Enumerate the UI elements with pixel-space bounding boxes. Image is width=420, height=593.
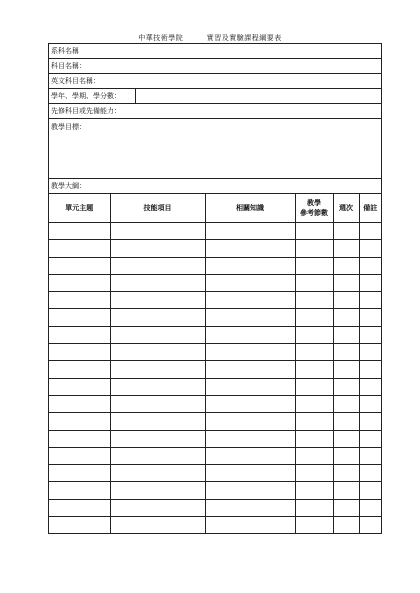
table-row	[49, 447, 381, 464]
teaching-hours-cell[interactable]	[295, 413, 333, 430]
objectives-field[interactable]	[49, 119, 381, 179]
week-cell[interactable]	[333, 326, 359, 343]
table-row	[49, 413, 381, 430]
prerequisite-label: 先修科目或先備能力：	[51, 107, 121, 115]
related-knowledge-cell[interactable]	[205, 447, 295, 464]
teaching-hours-cell[interactable]	[295, 395, 333, 412]
week-cell[interactable]	[333, 257, 359, 274]
related-knowledge-cell[interactable]	[205, 344, 295, 361]
table-header-row	[49, 194, 381, 223]
unit-topic-cell[interactable]	[49, 395, 110, 412]
skill-items-cell[interactable]	[110, 447, 205, 464]
notes-cell[interactable]	[359, 517, 381, 534]
notes-cell[interactable]	[359, 447, 381, 464]
teaching-hours-cell[interactable]	[295, 361, 333, 378]
table-row	[49, 395, 381, 412]
notes-cell[interactable]	[359, 309, 381, 326]
unit-topic-cell[interactable]	[49, 344, 110, 361]
notes-cell[interactable]	[359, 395, 381, 412]
related-knowledge-cell[interactable]	[205, 274, 295, 291]
table-row	[49, 378, 381, 395]
related-knowledge-cell[interactable]	[205, 517, 295, 534]
week-cell[interactable]	[333, 378, 359, 395]
unit-topic-cell[interactable]	[49, 465, 110, 482]
week-cell[interactable]	[333, 344, 359, 361]
table-row	[49, 430, 381, 447]
skill-items-cell[interactable]	[110, 430, 205, 447]
unit-topic-cell[interactable]	[49, 378, 110, 395]
related-knowledge-cell[interactable]	[205, 292, 295, 309]
related-knowledge-cell[interactable]	[205, 395, 295, 412]
skill-items-cell[interactable]	[110, 395, 205, 412]
table-row	[49, 223, 381, 240]
week-cell[interactable]	[333, 223, 359, 240]
week-cell[interactable]	[333, 361, 359, 378]
column-week: 週次	[333, 194, 359, 223]
week-cell[interactable]	[333, 447, 359, 464]
unit-topic-cell[interactable]	[49, 240, 110, 257]
skill-items-cell[interactable]	[110, 326, 205, 343]
column-notes: 備註	[359, 194, 381, 223]
teaching-hours-cell[interactable]	[295, 309, 333, 326]
outline-field	[49, 179, 381, 194]
unit-topic-cell[interactable]	[49, 274, 110, 291]
week-cell[interactable]	[333, 517, 359, 534]
week-cell[interactable]	[333, 395, 359, 412]
teaching-hours-cell[interactable]	[295, 447, 333, 464]
course-name-en-field[interactable]	[49, 74, 381, 89]
related-knowledge-cell[interactable]	[205, 482, 295, 499]
teaching-hours-cell[interactable]	[295, 223, 333, 240]
week-cell[interactable]	[333, 499, 359, 516]
related-knowledge-cell[interactable]	[205, 465, 295, 482]
related-knowledge-cell[interactable]	[205, 361, 295, 378]
skill-items-cell[interactable]	[110, 465, 205, 482]
unit-topic-cell[interactable]	[49, 517, 110, 534]
unit-topic-cell[interactable]	[49, 430, 110, 447]
course-name-label: 科目名稱：	[51, 62, 86, 70]
table-row	[49, 499, 381, 516]
course-name-field[interactable]	[49, 59, 381, 74]
department-field[interactable]	[49, 44, 381, 59]
related-knowledge-cell[interactable]	[205, 223, 295, 240]
column-related-knowledge: 相關知識	[205, 194, 295, 223]
unit-topic-cell[interactable]	[49, 413, 110, 430]
teaching-hours-cell[interactable]	[295, 326, 333, 343]
column-teaching-hours	[295, 194, 333, 223]
teaching-hours-cell[interactable]	[295, 465, 333, 482]
skill-items-cell[interactable]	[110, 223, 205, 240]
unit-topic-cell[interactable]	[49, 309, 110, 326]
teaching-hours-cell[interactable]	[295, 430, 333, 447]
unit-topic-cell[interactable]	[49, 257, 110, 274]
unit-topic-cell[interactable]	[49, 482, 110, 499]
skill-items-cell[interactable]	[110, 378, 205, 395]
year-semester-credits-label: 學年、學期、學分數：	[51, 92, 121, 100]
skill-items-cell[interactable]	[110, 240, 205, 257]
related-knowledge-cell[interactable]	[205, 499, 295, 516]
column-unit-topic: 單元主題	[49, 194, 110, 223]
table-row	[49, 326, 381, 343]
notes-cell[interactable]	[359, 413, 381, 430]
related-knowledge-cell[interactable]	[205, 430, 295, 447]
year-semester-credits-input[interactable]	[135, 88, 382, 104]
teaching-hours-cell[interactable]	[295, 292, 333, 309]
unit-topic-cell[interactable]	[49, 447, 110, 464]
related-knowledge-cell[interactable]	[205, 240, 295, 257]
column-teaching-hours-line1: 教學	[307, 198, 321, 207]
course-outline-form	[48, 43, 382, 534]
week-cell[interactable]	[333, 465, 359, 482]
notes-cell[interactable]	[359, 240, 381, 257]
teaching-hours-cell[interactable]	[295, 274, 333, 291]
form-title: 實習及實驗課程綱要表	[206, 34, 282, 42]
notes-cell[interactable]	[359, 465, 381, 482]
related-knowledge-cell[interactable]	[205, 257, 295, 274]
unit-topic-cell[interactable]	[49, 499, 110, 516]
notes-cell[interactable]	[359, 344, 381, 361]
teaching-hours-cell[interactable]	[295, 499, 333, 516]
notes-cell[interactable]	[359, 223, 381, 240]
column-skill-items: 技能項目	[110, 194, 205, 223]
notes-cell[interactable]	[359, 274, 381, 291]
table-row	[49, 257, 381, 274]
table-row	[49, 517, 381, 534]
unit-topic-cell[interactable]	[49, 361, 110, 378]
prerequisite-field[interactable]	[49, 104, 381, 119]
notes-cell[interactable]	[359, 499, 381, 516]
skill-items-cell[interactable]	[110, 361, 205, 378]
notes-cell[interactable]	[359, 482, 381, 499]
skill-items-cell[interactable]	[110, 499, 205, 516]
teaching-hours-cell[interactable]	[295, 517, 333, 534]
table-row	[49, 292, 381, 309]
week-cell[interactable]	[333, 240, 359, 257]
school-name: 中華技術學院	[138, 34, 184, 42]
skill-items-cell[interactable]	[110, 413, 205, 430]
skill-items-cell[interactable]	[110, 274, 205, 291]
department-label: 系科名稱	[51, 47, 79, 55]
skill-items-cell[interactable]	[110, 517, 205, 534]
table-row	[49, 361, 381, 378]
related-knowledge-cell[interactable]	[205, 378, 295, 395]
table-row	[49, 274, 381, 291]
skill-items-cell[interactable]	[110, 344, 205, 361]
document-title	[0, 33, 420, 43]
related-knowledge-cell[interactable]	[205, 309, 295, 326]
notes-cell[interactable]	[359, 430, 381, 447]
unit-topic-cell[interactable]	[49, 326, 110, 343]
unit-topic-cell[interactable]	[49, 223, 110, 240]
skill-items-cell[interactable]	[110, 292, 205, 309]
outline-table	[49, 194, 381, 533]
notes-cell[interactable]	[359, 361, 381, 378]
related-knowledge-cell[interactable]	[205, 413, 295, 430]
week-cell[interactable]	[333, 292, 359, 309]
course-name-en-label: 英文科目名稱：	[51, 77, 100, 85]
table-row	[49, 465, 381, 482]
teaching-hours-cell[interactable]	[295, 344, 333, 361]
table-row	[49, 240, 381, 257]
teaching-hours-cell[interactable]	[295, 482, 333, 499]
unit-topic-cell[interactable]	[49, 292, 110, 309]
outline-table-body	[49, 223, 381, 534]
table-row	[49, 482, 381, 499]
teaching-hours-cell[interactable]	[295, 257, 333, 274]
table-row	[49, 344, 381, 361]
teaching-hours-cell[interactable]	[295, 240, 333, 257]
week-cell[interactable]	[333, 430, 359, 447]
week-cell[interactable]	[333, 482, 359, 499]
notes-cell[interactable]	[359, 378, 381, 395]
column-teaching-hours-line2: 參考節數	[300, 208, 328, 217]
related-knowledge-cell[interactable]	[205, 326, 295, 343]
week-cell[interactable]	[333, 274, 359, 291]
week-cell[interactable]	[333, 309, 359, 326]
table-row	[49, 309, 381, 326]
notes-cell[interactable]	[359, 292, 381, 309]
outline-label: 教學大綱：	[51, 182, 86, 190]
teaching-hours-cell[interactable]	[295, 378, 333, 395]
year-semester-credits-field	[49, 89, 381, 104]
skill-items-cell[interactable]	[110, 309, 205, 326]
notes-cell[interactable]	[359, 326, 381, 343]
skill-items-cell[interactable]	[110, 482, 205, 499]
notes-cell[interactable]	[359, 257, 381, 274]
skill-items-cell[interactable]	[110, 257, 205, 274]
objectives-label: 教學目標：	[51, 123, 86, 131]
week-cell[interactable]	[333, 413, 359, 430]
